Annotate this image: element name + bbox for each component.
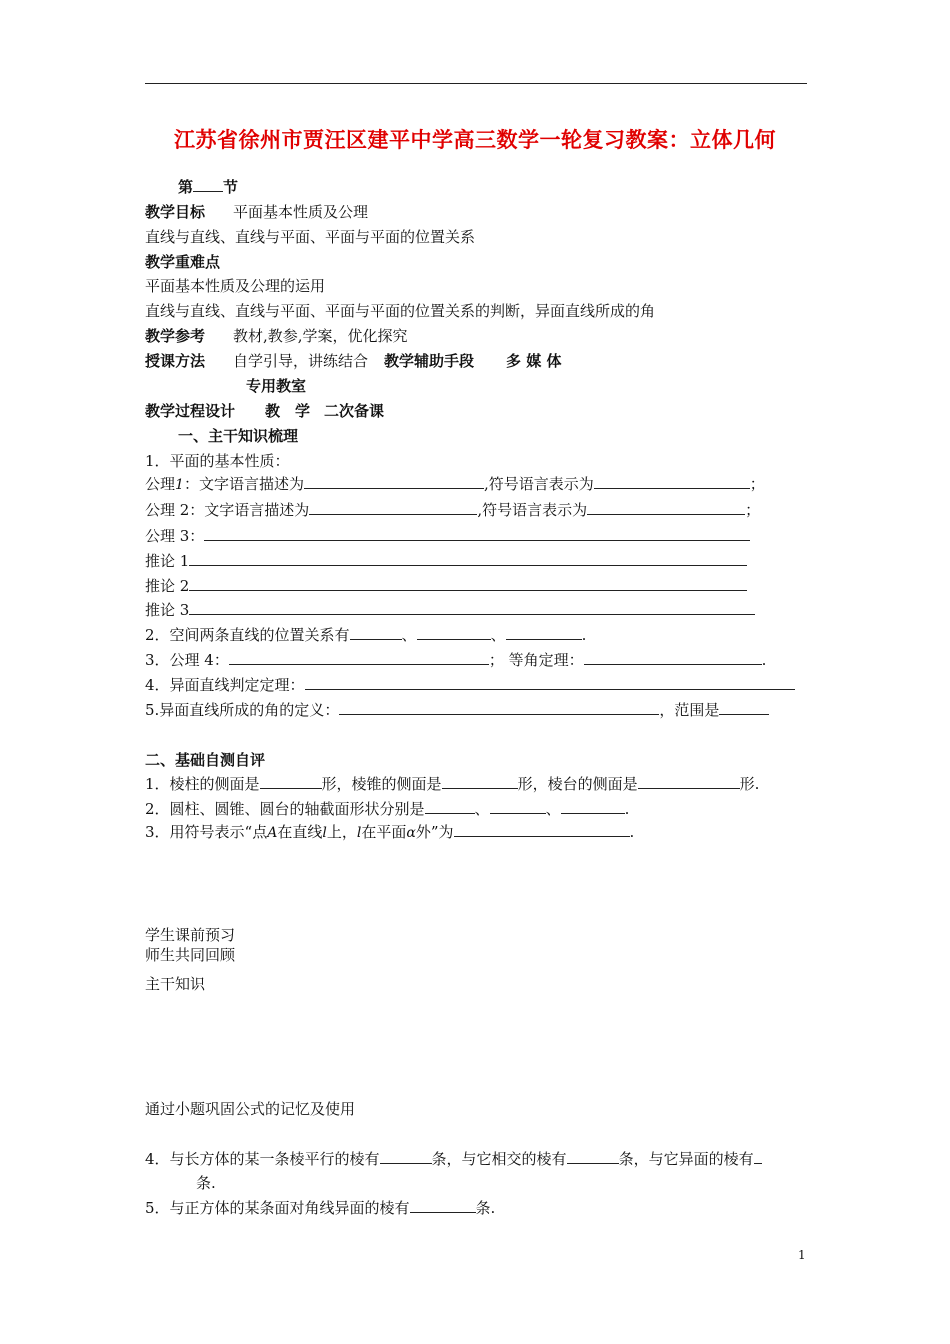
frustum-section-blank[interactable] [561,799,625,814]
section-blank [193,177,223,192]
axiom2-end: ； [745,501,761,519]
aid-value: 多 媒 体 [506,352,562,370]
goal-label: 教学目标 [145,203,206,221]
design-label: 教学过程设计 [145,402,236,420]
q3-end: . [761,651,767,669]
pyramid-blank[interactable] [442,774,518,789]
part1-q4 [145,675,795,695]
axiom3-line [145,526,750,546]
reference-value: 教材,教参,学案，优化探究 [233,327,408,345]
p2q1-c: 形，棱台的侧面是 [517,775,638,793]
p2q3-d: 在平面 [361,823,407,841]
equal-angle-label: ； 等角定理： [488,651,584,669]
q2-end: . [581,626,587,644]
part1-q3 [145,650,766,670]
part2-q1 [145,774,759,794]
axiom1-symbol-label: ,符号语言表示为 [483,475,594,493]
corollary1-label: 推论 1 [145,552,190,570]
p2q3-end: . [629,823,635,841]
note-review: 师生共同回顾 [145,946,236,964]
key-label: 教学重难点 [145,253,221,271]
diagonal-skew-blank[interactable] [410,1198,476,1213]
axiom1-number: 1 [175,477,184,493]
axiom4-blank[interactable] [229,650,489,665]
note-main-knowledge: 主干知识 [145,975,206,993]
axiom1-line [145,474,765,495]
frustum-blank[interactable] [638,774,740,789]
q2-sep-2: 、 [490,626,506,644]
q2-blank-1[interactable] [350,625,402,640]
part1-q1: 1．平面的基本性质： [145,452,290,470]
reference-label: 教学参考 [145,327,206,345]
part1-q2-label: 2．空间两条直线的位置关系有 [145,626,350,644]
goal-value: 平面基本性质及公理 [233,203,369,221]
q2-blank-3[interactable] [506,625,582,640]
range-blank[interactable] [719,700,769,715]
method-line [145,351,562,371]
axiom2-text-label: 公理 2：文字语言描述为 [145,501,310,519]
q2-sep-1: 、 [401,626,417,644]
line-l-symbol-2: l [356,825,362,841]
key-line-1: 平面基本性质及公理的运用 [145,277,326,295]
skew-edges-blank[interactable] [754,1149,762,1164]
axiom1-text-blank[interactable] [304,474,484,489]
aid-value-2: 专用教室 [246,377,307,395]
method-label: 授课方法 [145,352,206,370]
part3-q4-end: 条. [196,1174,216,1192]
part1-q2 [145,625,586,645]
section-suffix: 节 [223,178,239,196]
key-line-2: 直线与直线、直线与平面、平面与平面的位置关系的判断，异面直线所成的角 [145,302,656,320]
p3q4-a: 4．与长方体的某一条棱平行的棱有 [145,1150,380,1168]
axiom2-text-blank[interactable] [309,500,477,515]
axiom2-symbol-label: ,符号语言表示为 [477,501,588,519]
p2q3-b: 在直线 [277,823,323,841]
page-number: 1 [798,1248,806,1262]
corollary1-blank[interactable] [189,551,747,566]
note-preview: 学生课前预习 [145,926,236,944]
note-practice: 通过小题巩固公式的记忆及使用 [145,1100,356,1118]
corollary2-blank[interactable] [189,576,747,591]
part1-q5 [145,700,769,720]
top-rule [145,83,807,84]
design-col-review: 二次备课 [324,402,385,420]
part3-q5 [145,1198,495,1218]
skew-theorem-blank[interactable] [305,675,795,690]
p2q2-sep2: 、 [545,800,561,818]
p3q5-a: 5．与正方体的某条面对角线异面的棱有 [145,1199,410,1217]
skew-angle-blank[interactable] [339,700,659,715]
equal-angle-blank[interactable] [584,650,762,665]
corollary3-blank[interactable] [189,600,755,615]
p2q1-a: 1．棱柱的侧面是 [145,775,260,793]
p3q4-b: 条，与它相交的棱有 [431,1150,567,1168]
cylinder-blank[interactable] [425,799,475,814]
point-a-symbol: A [267,825,278,841]
axiom2-line [145,500,760,520]
p2q2-end: . [624,800,630,818]
symbol-blank[interactable] [454,822,630,837]
line-l-symbol: l [322,825,327,841]
parallel-edges-blank[interactable] [380,1149,432,1164]
p2q1-d: 形. [739,775,760,793]
aid-label: 教学辅助手段 [384,352,475,370]
design-line [145,401,384,421]
corollary3-line [145,600,755,620]
goal-line-2: 直线与直线、直线与平面、平面与平面的位置关系 [145,228,476,246]
p2q3-e: 外”为 [415,823,454,841]
axiom1-end: ； [749,475,765,493]
part2-heading: 二、基础自测自评 [145,751,266,769]
p2q2-a: 2．圆柱、圆锥、圆台的轴截面形状分别是 [145,800,425,818]
axiom1-text-label: ：文字语言描述为 [183,475,304,493]
p3q5-b: 条. [475,1199,496,1217]
part2-q2 [145,799,629,819]
goal-line [145,202,368,222]
p2q3-a: 3．用符号表示“点 [145,823,268,841]
part3-q4 [145,1149,762,1169]
intersect-edges-blank[interactable] [567,1149,619,1164]
p2q2-sep1: 、 [474,800,490,818]
corollary2-label: 推论 2 [145,577,190,595]
alpha-symbol: α [406,825,416,841]
part2-q3 [145,822,634,843]
axiom1-symbol-blank[interactable] [594,474,750,489]
method-value: 自学引导，讲练结合 [233,352,369,370]
cone-blank[interactable] [490,799,546,814]
part1-q3-label: 3．公理 4： [145,651,229,669]
prism-blank[interactable] [260,774,322,789]
part1-q5-label: 5.异面直线所成的角的定义： [145,701,340,719]
part1-q4-label: 4．异面直线判定定理： [145,676,305,694]
axiom3-label: 公理 3： [145,527,205,545]
corollary2-line [145,576,747,596]
q2-blank-2[interactable] [417,625,491,640]
axiom1-prefix: 公理 [145,475,176,493]
p2q1-b: 形，棱锥的侧面是 [321,775,442,793]
axiom3-blank[interactable] [204,526,750,541]
section-line [178,177,238,197]
reference-line [145,326,408,346]
p2q3-c: 上， [326,823,357,841]
corollary3-label: 推论 3 [145,601,190,619]
design-col-teaching: 教 学 [265,402,311,420]
part1-heading: 一、主干知识梳理 [178,427,299,445]
range-label: ，范围是 [659,701,720,719]
p3q4-c: 条，与它异面的棱有 [618,1150,754,1168]
section-prefix: 第 [178,178,194,196]
document-title: 江苏省徐州市贾汪区建平中学高三数学一轮复习教案：立体几何 [174,127,776,152]
axiom2-symbol-blank[interactable] [587,500,745,515]
corollary1-line [145,551,747,571]
